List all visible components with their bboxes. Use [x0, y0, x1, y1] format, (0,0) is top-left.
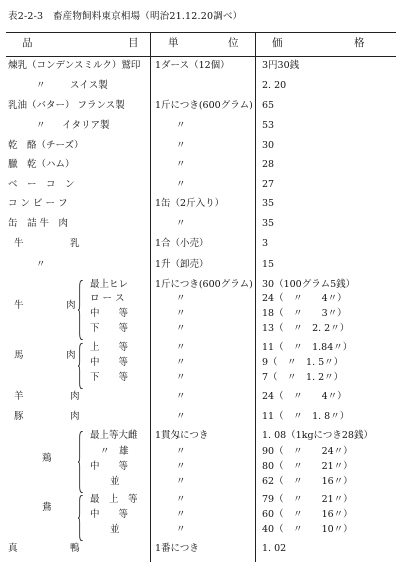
row-price: 90（ 〃 24〃）: [262, 446, 353, 457]
row-price: 30（100グラム5銭）: [262, 279, 356, 290]
row-item-text: 乳油（バター） フランス製: [8, 100, 125, 111]
row-item-text: 並: [110, 476, 120, 487]
row-item-text: 上 等: [90, 342, 129, 353]
row-price: 11（ 〃 1. 8〃）: [262, 411, 350, 422]
row-item-text: 下 等: [90, 323, 129, 334]
column-divider-2: [255, 32, 256, 562]
row-price: 60（ 〃 16〃）: [262, 509, 353, 520]
row-price: 62（ 〃 16〃）: [262, 476, 353, 487]
row-item-text: 肉: [70, 411, 80, 422]
row-price: 35: [262, 218, 275, 229]
row-unit: 〃: [176, 357, 186, 368]
row-unit: 〃: [176, 524, 186, 535]
row-price: 1. 02: [262, 543, 287, 554]
row-unit: 〃: [176, 391, 186, 402]
row-item-text: スイス製: [70, 80, 108, 91]
row-price: 53: [262, 120, 275, 131]
row-item-text: 乳: [70, 238, 80, 249]
row-item-text: 中 等: [90, 308, 129, 319]
brace-niwatori: [78, 431, 83, 493]
row-unit: 〃: [176, 308, 186, 319]
row-item-text: 最上等大雌: [90, 430, 138, 441]
row-unit: 1缶（2斤入り）: [155, 198, 225, 209]
row-unit: 〃: [176, 140, 186, 151]
row-item-text: 真: [8, 543, 18, 554]
row-unit: 1貫匁につき: [155, 430, 209, 441]
row-unit: 〃: [176, 323, 186, 334]
row-unit: 〃: [176, 179, 186, 190]
row-item-text: 下 等: [90, 372, 129, 383]
top-rule: [6, 32, 396, 33]
row-item-text: 中 等: [90, 357, 129, 368]
row-unit: 1合（小売）: [155, 238, 209, 249]
row-price: 15: [262, 259, 275, 270]
header-unit-right: 位: [228, 37, 239, 49]
row-item-text: 〃 雄: [100, 446, 129, 457]
brace-gyuniku: [78, 280, 83, 340]
row-unit: 〃: [176, 293, 186, 304]
row-price: 79（ 〃 21〃）: [262, 494, 353, 505]
row-unit: 〃: [176, 461, 186, 472]
row-item-text: 並: [110, 524, 120, 535]
row-price: 27: [262, 179, 275, 190]
row-item-text: 煉乳（コンデンスミルク）鷲印: [8, 60, 141, 71]
table-title: 表2-2-3 畜産物飼料東京相場（明治21.12.20調べ）: [8, 11, 243, 22]
row-unit: 1斤につき(600グラム): [155, 279, 253, 290]
row-item-text: 肉: [70, 391, 80, 402]
row-item-text: 〃: [36, 120, 46, 131]
row-price: 13（ 〃 2. 2〃）: [262, 323, 350, 334]
row-price: 24（ 〃 4〃）: [262, 391, 347, 402]
row-unit: 〃: [176, 411, 186, 422]
row-item-text: 乾 酪（チーズ）: [8, 140, 84, 151]
header-price-left: 価: [272, 37, 283, 49]
row-item-text: 最上ヒレ: [90, 279, 129, 290]
row-item-text: 肉: [66, 300, 76, 311]
row-unit: 〃: [176, 218, 186, 229]
row-price: 11（ 〃 1.84〃）: [262, 342, 353, 353]
row-price: 7（ 〃 1. 2〃）: [262, 372, 344, 383]
row-price: 40（ 〃 10〃）: [262, 524, 353, 535]
row-unit: 〃: [176, 446, 186, 457]
row-price: 80（ 〃 21〃）: [262, 461, 353, 472]
header-item-right: 目: [128, 37, 139, 49]
row-item-text: 鴦: [42, 502, 52, 513]
row-item-text: コ ン ビ ー フ: [8, 198, 68, 209]
row-price: 24（ 〃 4〃）: [262, 293, 347, 304]
row-item-text: 〃: [36, 259, 46, 270]
row-price: 9（ 〃 1. 5〃）: [262, 357, 344, 368]
row-item-text: 牛: [14, 238, 24, 249]
row-item-text: 最 上 等: [90, 494, 138, 505]
row-item-text: 馬: [14, 350, 24, 361]
row-item-text: イタリア製: [62, 120, 110, 131]
row-item-text: 中 等: [90, 461, 129, 472]
row-item-text: 鶏: [42, 453, 52, 464]
row-unit: 〃: [176, 476, 186, 487]
row-unit: 〃: [176, 509, 186, 520]
row-item-text: ベ ー コ ン: [8, 179, 75, 190]
row-price: 1. 08（1kgにつき28銭）: [262, 430, 373, 441]
row-item-text: 〃: [36, 80, 46, 91]
row-unit: 〃: [176, 120, 186, 131]
row-price: 28: [262, 159, 275, 170]
row-item-text: 臘 乾（ハム）: [8, 159, 75, 170]
brace-kamo: [78, 495, 83, 541]
row-unit: 1升（卸売）: [155, 259, 209, 270]
header-item-left: 品: [22, 37, 33, 49]
row-price: 2. 20: [262, 80, 287, 91]
row-unit: 1ダース（12個）: [155, 60, 230, 71]
row-unit: 〃: [176, 342, 186, 353]
row-unit: 〃: [176, 494, 186, 505]
row-item-text: 鴨: [70, 543, 80, 554]
row-price: 35: [262, 198, 275, 209]
row-item-text: 肉: [66, 350, 76, 361]
row-unit: 〃: [176, 372, 186, 383]
header-price-right: 格: [354, 37, 365, 49]
row-item-text: 豚: [14, 411, 24, 422]
header-rule: [6, 56, 396, 57]
row-item-text: 牛: [14, 300, 24, 311]
row-price: 18（ 〃 3〃）: [262, 308, 347, 319]
header-unit-left: 単: [168, 37, 179, 49]
row-item-text: 羊: [14, 391, 24, 402]
row-price: 30: [262, 140, 275, 151]
row-price: 3円30銭: [262, 60, 300, 71]
row-item-text: ロ ー ス: [90, 293, 125, 304]
row-item-text: 缶 詰 牛 肉: [8, 218, 69, 229]
brace-baniku: [78, 343, 83, 389]
row-item-text: 中 等: [90, 509, 129, 520]
row-unit: 1番につき: [155, 543, 199, 554]
row-price: 3: [262, 238, 269, 249]
row-unit: 1斤につき(600グラム): [155, 100, 253, 111]
column-divider-1: [150, 32, 151, 562]
row-price: 65: [262, 100, 275, 111]
row-unit: 〃: [176, 159, 186, 170]
